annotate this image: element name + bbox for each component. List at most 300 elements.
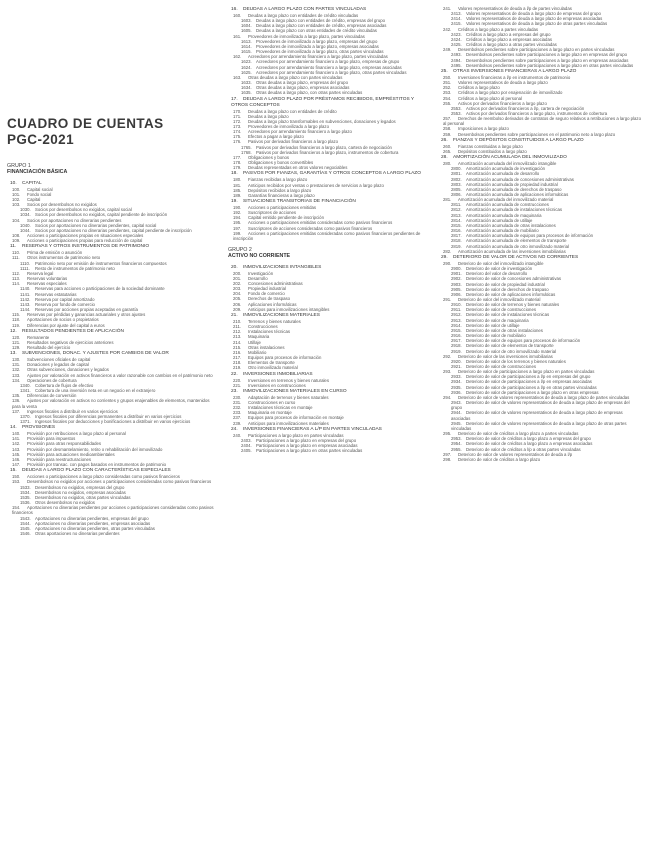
account-code: 110. [12, 250, 21, 256]
account-code: 10. [10, 180, 17, 186]
account-name: Amortización acumulada de derechos de traspaso [466, 186, 562, 192]
account-name: Amortización acumulada de equipos para procesos de información [466, 233, 594, 239]
account-code: 2818. [451, 238, 462, 244]
account-code: 204. [233, 291, 242, 297]
account-name: PROVISIONES [22, 425, 56, 431]
account-name: Inversiones en construcciones [248, 382, 306, 388]
account-name: Deterioro de valor de participaciones a l/p en empresas asociadas [466, 379, 592, 385]
account-code: 2811. [451, 202, 462, 208]
account-name: Deterioro de valor de derechos de traspaso [466, 286, 549, 292]
account-name: Otros desembolsos no exigidos [35, 500, 95, 506]
account-name: Deterioro de valor de instalaciones técnicas [466, 312, 550, 318]
account-code: 194. [233, 215, 242, 221]
account-name: Capital social [27, 186, 53, 192]
account-name: Desembolsos pendientes sobre participaciones a largo plazo en otras partes vinculadas [466, 62, 634, 68]
account-name: Deterioro de valor de construcciones [466, 307, 536, 313]
account-name: Desembolsos no exigidos, empresas asociadas [35, 489, 126, 495]
account-code: 1370. [20, 413, 31, 419]
account-code: 179. [233, 165, 242, 171]
account-name: DEUDAS A LARGO PLAZO CON CARACTERÍSTICAS ESPECIALES [22, 468, 171, 474]
account-code: 2802. [451, 176, 462, 182]
account-name: RESERVAS Y OTROS INSTRUMENTOS DE PATRIMONIO [22, 244, 150, 250]
account-row [438, 421, 641, 431]
account-code: 1142. [20, 296, 31, 302]
account-name: Reserva por fondo de comercio [35, 301, 95, 307]
account-code: 1633. [241, 80, 252, 86]
account-name: Amortización acumulada de instalaciones técnicas [466, 207, 563, 213]
account-code: 2945. [451, 420, 462, 426]
account-name: Instalaciones técnicas en montaje [248, 405, 313, 411]
account-name: Investigación [248, 270, 274, 276]
account-name: Reservas especiales [27, 281, 67, 287]
account-code: 2921. [451, 364, 462, 369]
account-code: 21. [231, 312, 238, 318]
account-name: AMORTIZACIÓN ACUMULADA DEL INMOVILIZADO [453, 155, 567, 161]
account-code: 2413. [451, 11, 462, 17]
account-code: 15. [10, 468, 17, 474]
account-code: 13. [10, 351, 17, 357]
account-row [7, 398, 218, 408]
account-name: Remanente [27, 334, 50, 340]
account-code: 134. [12, 377, 21, 383]
account-code: 2405. [241, 448, 252, 454]
account-name: Créditos a largo plazo [458, 85, 500, 91]
account-code: 1111. [20, 265, 30, 271]
account-code: 103. [12, 202, 21, 208]
account-code: 233. [233, 410, 242, 416]
account-code: 206. [233, 301, 242, 307]
account-code: 111. [12, 255, 20, 261]
account-code: 297. [443, 451, 452, 457]
account-name: Deterioro de valor de otro inmovilizado material [466, 348, 557, 354]
account-code: 1623. [241, 59, 252, 65]
account-name: Provisión para otras responsabilidades [27, 441, 102, 447]
account-code: 173. [233, 123, 242, 129]
account-name: DEUDAS A LARGO PLAZO POR PRÉSTAMOS RECIBIDOS, EMPRÉSTITOS Y OTROS CONCEPTOS [231, 96, 415, 108]
account-code: 1340. [20, 382, 31, 388]
account-name: Deterioro de valor de construcciones [466, 364, 536, 369]
account-code: 175. [233, 134, 242, 140]
account-name: Deterioro de valor de valores representativos de deuda a l/p [458, 451, 573, 457]
account-name: Provisión por retribuciones a largo plazo al personal [27, 431, 126, 437]
account-name: Reservas voluntarias [27, 276, 68, 282]
account-code: 1603. [241, 18, 252, 24]
account-code: 2553. [451, 110, 462, 116]
account-code: 1535. [20, 494, 31, 500]
account-name: Pasivos por derivados financieros a largo plazo, cartera de negociación [256, 144, 392, 150]
account-code: 280. [443, 161, 452, 167]
account-row [228, 383, 430, 388]
account-name: Deudas a largo plazo [248, 113, 289, 119]
account-code: 113. [12, 276, 21, 282]
account-name: Amortización acumulada de otras instalaciones [466, 222, 556, 228]
account-name: Deterioro de valor del inmovilizado intangible [458, 260, 544, 266]
account-name: Fianzas recibidas a largo plazo [248, 177, 308, 183]
account-code: 1110. [20, 260, 31, 266]
account-code: 1143. [20, 301, 31, 307]
account-row [228, 448, 430, 453]
account-code: 177. [233, 154, 242, 160]
account-name: Elementos de transporte [248, 360, 295, 366]
account-code: 214. [233, 339, 242, 345]
account-name: Desembolsos pendientes sobre participaciones en el patrimonio neto a largo plazo [458, 131, 616, 137]
account-code: 132. [12, 367, 21, 373]
account-name: Concesiones administrativas [248, 281, 303, 286]
account-code: 239. [233, 420, 242, 426]
account-code: 218. [233, 360, 242, 366]
account-name: Deterioro de valor de créditos a l/p a otras partes vinculadas [466, 446, 581, 452]
account-code: 2910. [451, 302, 462, 308]
account-name: Aportaciones no dinerarias pendientes por acciones o participaciones consideradas como pasivos financieros [12, 505, 214, 516]
account-name: DETERIORO DE VALOR DE ACTIVOS NO CORRIENTES [453, 254, 579, 260]
account-name: Deterioro de valor de investigación [466, 266, 533, 272]
account-name: Deterioro de valor de elementos de transporte [466, 343, 554, 349]
account-code: 1034. [20, 212, 31, 218]
account-name: OTRAS INVERSIONES FINANCIERAS A LARGO PLAZO [453, 68, 577, 74]
account-code: 1635. [241, 90, 252, 96]
account-name: Desembolsos no exigidos por acciones o participaciones consideradas como pasivos financieros [27, 479, 212, 485]
account-row [438, 149, 641, 154]
account-name: Valores representativos de deuda a largo plazo de empresas asociadas [466, 16, 603, 22]
account-name: Créditos a largo plazo a partes vinculadas [458, 26, 539, 32]
account-row [438, 457, 641, 462]
account-code: 137. [12, 408, 21, 414]
account-code: 2916. [451, 333, 462, 339]
account-code: 2902. [451, 276, 462, 282]
account-name: Provisión para impuestos [27, 436, 76, 442]
account-code: 1545. [20, 525, 31, 531]
account-name: Cobertura de flujos de efectivo [35, 382, 94, 388]
account-name: Otros instrumentos de patrimonio neto [27, 255, 101, 261]
account-name: Deterioro de valor de participaciones a l/p en empresas del grupo [466, 374, 591, 380]
account-name: Socios por desembolsos no exigidos, capital social [35, 207, 132, 213]
account-code: 130. [12, 357, 21, 363]
account-name: Deterioro de valor de créditos a largo plazo [458, 456, 541, 462]
account-code: 112. [12, 270, 21, 276]
group-name: ACTIVO NO CORRIENTE [228, 253, 291, 260]
account-code: 290. [443, 260, 452, 266]
account-name: Amortización acumulada de maquinaria [466, 212, 542, 218]
account-name: Otro inmovilizado material [248, 365, 298, 371]
account-code: 2423. [451, 31, 462, 37]
account-code: 293. [443, 369, 452, 375]
account-code: 19. [231, 199, 238, 204]
account-code: 1044. [20, 227, 31, 233]
account-name: Otras subvenciones, donaciones y legados [27, 367, 109, 373]
account-name: Depósitos recibidos a largo plazo [248, 187, 312, 193]
account-name: Provisión por transac. con pagos basados en instrumentos de patrimonio [27, 462, 167, 468]
account-code: 1614. [241, 43, 252, 49]
account-name: Deterioro de valor de créditos a largo plazo a partes vinculadas [458, 431, 579, 437]
account-code: 108. [12, 233, 21, 238]
account-code: 250. [443, 74, 452, 80]
account-code: 141. [12, 436, 21, 442]
account-name: Proveedores de inmovilizado a largo plazo, partes vinculadas [248, 33, 365, 39]
account-name: Derechos de traspaso [248, 296, 291, 302]
account-name: Provisión para reestructuraciones [27, 456, 92, 462]
account-row [438, 63, 641, 68]
group-label: GRUPO 2 [228, 247, 252, 254]
account-code: 2403. [241, 437, 252, 443]
account-name: Socios por desembolsos no exigidos, capital pendiente de inscripción [35, 212, 168, 218]
account-code: 2553. [451, 105, 462, 111]
account-code: 1341. [20, 388, 31, 394]
account-code: 150. [12, 474, 21, 480]
account-code: 176. [233, 139, 242, 145]
account-name: Otras instalaciones [248, 344, 285, 350]
account-name: Desembolsos pendientes sobre participaciones a largo plazo en partes vinculadas [458, 47, 615, 53]
account-code: 1536. [20, 500, 31, 506]
account-name: Desembolsos no exigidos, otras partes vinculadas [35, 494, 131, 500]
account-name: Resultados negativos de ejercicios anteriores [27, 339, 114, 345]
account-row [7, 462, 218, 467]
account-name: Provisión por desmantelamiento, retiro o rehabilitación del inmovilizado [27, 446, 163, 452]
account-name: Socios por aportaciones no dinerarias pendientes [27, 217, 122, 223]
account-name: Deterioro de valor de valores representativos de deuda a largo plazo de partes vinculadas [458, 394, 630, 400]
account-name: Acreedores por arrendamiento financiero a largo plazo [248, 129, 352, 135]
account-code: 1613. [241, 38, 252, 44]
account-name: Amortización acumulada de aplicaciones informáticas [466, 192, 569, 197]
account-code: 129. [12, 344, 21, 350]
account-code: 203. [233, 286, 242, 292]
account-code: 2424. [451, 36, 462, 42]
account-name: Maquinaria en montaje [248, 410, 292, 416]
account-code: 259. [443, 131, 452, 137]
account-code: 23. [231, 388, 238, 394]
account-code: 145. [12, 451, 21, 457]
account-name: Desembolsos pendientes sobre participaciones a largo plazo en empresas asociadas [466, 57, 629, 63]
account-name: Deudas a largo plazo transformables en subvenciones, donaciones y legados [248, 118, 396, 124]
account-code: 1371. [20, 419, 31, 424]
account-code: 237. [233, 415, 242, 421]
account-code: 16. [231, 7, 238, 12]
account-code: 185. [233, 187, 242, 193]
account-name: Terrenos y bienes naturales [248, 318, 301, 324]
account-name: Acciones o participaciones propias para reducción de capital [27, 238, 143, 244]
account-name: Valores representativos de deuda a largo plazo [458, 80, 548, 86]
account-code: 1140. [20, 286, 31, 292]
account-code: 2933. [451, 374, 462, 380]
account-code: 2800. [451, 166, 462, 172]
account-name: Propiedad industrial [248, 286, 286, 292]
account-code: 1534. [20, 489, 31, 495]
account-name: Deterioro de valor de participaciones a l/p en otras partes vinculadas [466, 384, 597, 390]
account-name: Equipos para procesos de información [248, 355, 322, 361]
account-code: 142. [12, 441, 21, 447]
account-code: 22. [231, 371, 238, 377]
account-name: Ingresos fiscales a distribuir en varios ejercicios [27, 408, 118, 414]
account-name: Deudas representadas en otros valores negociables [248, 165, 348, 171]
account-code: 2934. [451, 379, 462, 385]
account-row [228, 90, 430, 95]
account-name: Operaciones de cobertura [27, 377, 77, 383]
account-name: Proveedores de inmovilizado a largo plazo, empresas asociadas [256, 43, 379, 49]
account-code: 1546. [20, 530, 31, 536]
account-name: Inversiones financieras a l/p en instrumentos de patrimonio [458, 74, 571, 80]
account-code: 1030. [20, 207, 31, 213]
account-name: Reserva legal [27, 270, 54, 276]
account-row [228, 365, 430, 370]
account-name: Deudas a largo plazo con otras entidades de crédito vinculadas [256, 28, 377, 34]
account-name: Participaciones a largo plazo en empresas del grupo [256, 437, 357, 443]
account-name: Participaciones a largo plazo en otras partes vinculadas [256, 448, 363, 454]
account-name: Deterioro de valor de maquinaria [466, 317, 529, 323]
account-code: 101. [12, 191, 21, 197]
account-code: 133. [12, 372, 21, 378]
account-name: Utillaje [248, 339, 261, 345]
account-name: Créditos a largo plazo al personal [458, 95, 523, 101]
account-code: 212. [233, 329, 242, 335]
account-name: Proveedores de inmovilizado a largo plazo [248, 123, 329, 129]
account-name: Desembolsos pendientes sobre participaciones a largo plazo en empresas del grupo [466, 52, 627, 58]
account-name: Socios por desembolsos no exigidos [27, 202, 97, 208]
column-2 [222, 0, 434, 848]
account-name: Deterioro de valor de valores representativos de deuda a largo plazo de empresas del grupo [451, 400, 630, 411]
account-code: 2819. [451, 243, 462, 249]
account-code: 161. [233, 33, 242, 39]
account-name: Provisión para actuaciones medioambientales [27, 451, 115, 457]
account-name: Acciones o participaciones propias en situaciones especiales [27, 233, 144, 238]
account-row [228, 97, 430, 109]
account-code: 217. [233, 355, 242, 361]
account-code: 240. [233, 432, 242, 438]
account-code: 25. [441, 68, 448, 74]
account-name: Créditos a largo plazo por enajenación de inmovilizado [458, 90, 563, 96]
account-code: 2493. [451, 52, 462, 58]
account-code: 221. [233, 382, 242, 388]
account-name: Deterioro de valor de valores representativos de deuda a largo plazo de empresas asociadas [451, 410, 623, 421]
account-name: Deterioro de valor de créditos a largo plazo a empresas del grupo [466, 436, 591, 442]
account-name: Amortización acumulada de utillaje [466, 217, 533, 223]
account-row [7, 323, 218, 328]
account-name: Aportaciones no dinerarias pendientes, otras partes vinculadas [35, 525, 155, 531]
account-code: 200. [233, 270, 242, 276]
account-code: 115. [12, 312, 21, 318]
account-code: 2806. [451, 192, 462, 197]
account-name: Reservas por pérdidas y ganancias actuariales y otros ajustes [27, 312, 146, 318]
account-code: 2944. [451, 410, 462, 416]
account-name: Amortización acumulada de elementos de transporte [466, 238, 567, 244]
account-name: Deterioro de valor de utillaje [466, 322, 520, 328]
account-code: 121. [12, 339, 21, 345]
account-row [7, 505, 218, 515]
account-code: 181. [233, 182, 242, 188]
account-code: 1765. [241, 144, 252, 150]
account-name: Amortización acumulada de construcciones [466, 202, 549, 208]
account-name: Amortización acumulada de mobiliario [466, 228, 539, 234]
account-code: 257. [443, 116, 452, 122]
account-name: INMOVILIZACIONES MATERIALES EN CURSO [243, 388, 347, 394]
account-code: 1624. [241, 64, 252, 70]
account-name: Valores representativos de deuda a largo plazo de empresas del grupo [466, 11, 601, 17]
document-title: CUADRO DE CUENTAS [7, 116, 164, 131]
account-name: SITUACIONES TRANSITORIAS DE FINANCIACIÓN [243, 199, 356, 204]
account-name: Participaciones a largo plazo en empresas asociadas [256, 443, 358, 449]
account-code: 241. [443, 6, 452, 11]
account-code: 2917. [451, 338, 462, 344]
account-code: 252. [443, 85, 452, 91]
account-code: 2914. [451, 322, 462, 328]
account-code: 20. [231, 264, 238, 270]
account-code: 2903. [451, 281, 462, 287]
account-code: 294. [443, 394, 452, 400]
account-code: 135. [12, 393, 21, 399]
account-name: Acciones o participaciones emitidas consideradas como pasivos financieros [248, 220, 393, 226]
account-row [7, 419, 218, 424]
account-code: 189. [233, 192, 242, 198]
account-code: 28. [441, 155, 448, 161]
account-code: 2900. [451, 266, 462, 272]
account-code: 120. [12, 334, 21, 340]
account-name: Socios por aportaciones no dinerarias pendientes, capital pendiente de inscripción [35, 227, 192, 233]
account-code: 18. [231, 171, 238, 177]
account-code: 2935. [451, 384, 462, 390]
account-code: 11. [10, 244, 17, 250]
account-name: Subvenciones oficiales de capital [27, 357, 91, 363]
account-name: Amortización acumulada de desarrollo [466, 171, 540, 177]
account-code: 102. [12, 196, 21, 202]
account-name: Derechos de reembolso derivados de contratos de seguro relativos a retribuciones a largo plazo al personal [443, 116, 641, 127]
account-name: PASIVOS POR FIANZAS, GARANTÍAS Y OTROS CONCEPTOS A LARGO PLAZO [243, 171, 421, 177]
account-name: Resultado del ejercicio [27, 344, 71, 350]
account-code: 2813. [451, 212, 462, 218]
account-code: 213. [233, 334, 242, 340]
account-name: Socios por aportaciones no dinerarias pendientes, capital social [35, 222, 157, 228]
account-code: 2901. [451, 271, 462, 277]
account-row [438, 116, 641, 126]
account-code: 1615. [241, 49, 252, 55]
account-code: 1625. [241, 69, 252, 75]
account-name: Acciones o participaciones emitidas [248, 205, 317, 210]
account-name: RESULTADOS PENDIENTES DE APLICACIÓN [22, 328, 124, 334]
account-name: Otras aportaciones no dinerarias pendientes [35, 530, 120, 536]
account-code: 162. [233, 54, 242, 60]
account-code: 210. [233, 318, 242, 324]
account-name: Equipos para procesos de información en montaje [248, 415, 344, 421]
account-name: Activos por derivados financieros a l/p, cartera de negociación [466, 105, 585, 111]
account-name: Deterioro de valor de concesiones administrativas [466, 276, 562, 282]
account-row [7, 531, 218, 536]
account-code: 143. [12, 446, 21, 452]
account-code: 295. [443, 431, 452, 437]
account-name: INMOVILIZACIONES MATERIALES [243, 312, 320, 318]
account-code: 215. [233, 344, 242, 350]
account-code: 172. [233, 118, 242, 124]
account-name: Pasivos por derivados financieros a largo plazo [248, 139, 339, 145]
account-code: 205. [233, 296, 242, 302]
account-code: 1141. [20, 291, 31, 297]
account-code: 2913. [451, 317, 462, 323]
account-name: Valores representativos de deuda a l/p de partes vinculadas [458, 6, 572, 11]
account-row [7, 238, 218, 243]
account-name: Deterioro de valor de otras instalaciones [466, 327, 543, 333]
account-name: Pasivos por derivados financieros a largo plazo, instrumentos de cobertura [256, 149, 399, 155]
account-name: Acreedores por arrendamiento financiero a largo plazo, otras partes vinculadas [256, 69, 407, 75]
account-code: 260. [443, 143, 452, 149]
account-name: Acreedores por arrendamiento financiero a largo plazo, partes vinculadas [248, 54, 388, 60]
account-name: Otras deudas a largo plazo, empresas asociadas [256, 85, 350, 91]
column-3 [434, 0, 645, 848]
account-code: 160. [233, 13, 242, 18]
account-code: 1040. [20, 222, 31, 228]
account-name: Prima de emisión o asunción [27, 250, 83, 256]
account-code: 24. [231, 426, 238, 432]
account-code: 2415. [451, 21, 462, 27]
account-code: 2817. [451, 233, 462, 239]
account-code: 29. [441, 254, 448, 260]
account-name: Proveedores de inmovilizado a largo plazo, otras partes vinculadas [256, 49, 384, 55]
account-code: 281. [443, 197, 452, 203]
